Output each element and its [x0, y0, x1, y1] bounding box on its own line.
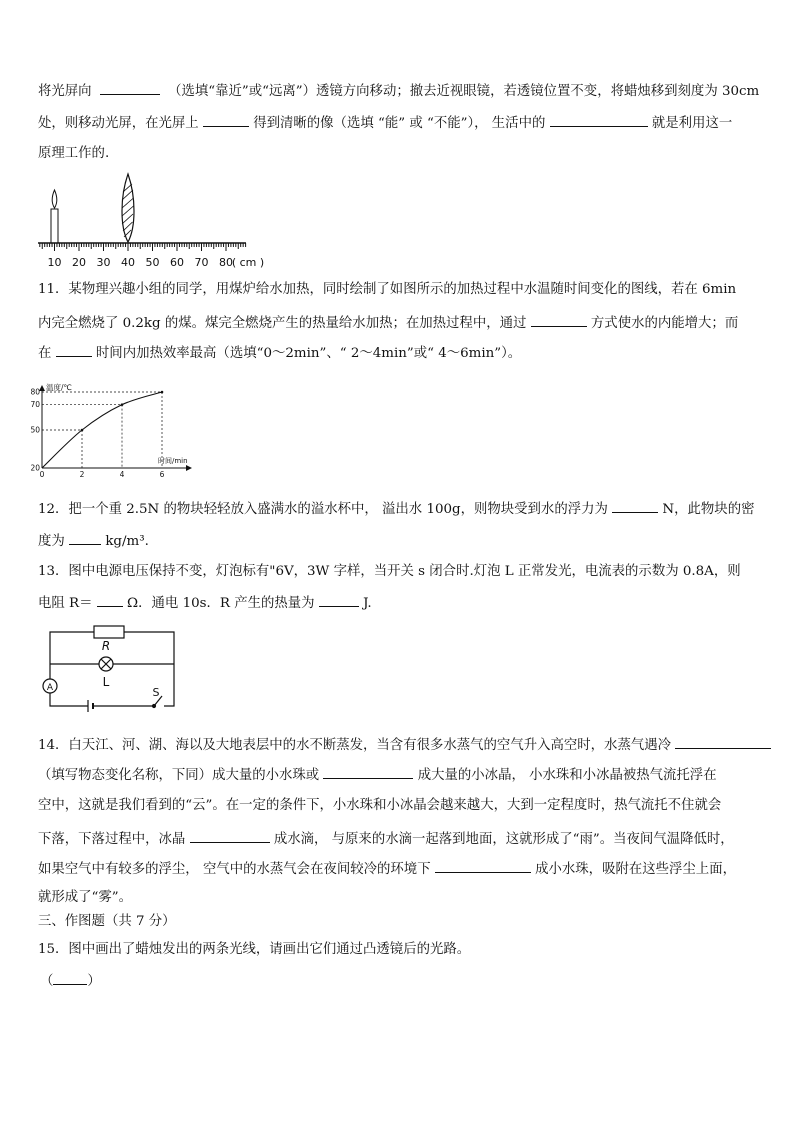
- chart-y-tick-label: 20: [30, 463, 40, 473]
- q10-text: （选填“靠近”或“远离”）透镜方向移动；撤去近视眼镜，若透镜位置不变，将蜡烛移到刻度为 30cm: [168, 84, 760, 99]
- wire: [50, 632, 94, 664]
- q12-line-1: [38, 498, 758, 520]
- chart-y-tick-label: 50: [30, 425, 40, 435]
- q11-blank-2[interactable]: [56, 342, 92, 357]
- chart-x-tick-label: 6: [159, 470, 165, 479]
- q13-blank-1[interactable]: [97, 592, 123, 607]
- q10-blank-1[interactable]: [100, 80, 160, 95]
- ruler-label-70: 70: [194, 256, 209, 269]
- q11-text: 11．某物理兴趣小组的同学，用煤炉给水加热，同时绘制了如图所示的加热过程中水温随时间变化的图线，若在 6min: [38, 282, 737, 297]
- ruler-label-50: 50: [145, 256, 160, 269]
- q14-blank-2[interactable]: [323, 764, 413, 779]
- resistor-icon: [94, 626, 124, 638]
- ruler-ticks: [40, 243, 246, 251]
- q10-blank-2[interactable]: [203, 112, 249, 127]
- chart-x-tick-label: 2: [79, 470, 85, 479]
- q14-text: 成小水珠，吸附在这些浮尘上面，: [535, 862, 736, 877]
- q10-text: 处，则移动光屏，在光屏上: [38, 116, 199, 131]
- q11-line-2: [38, 312, 758, 334]
- q14-text: 下落，下落过程中，冰晶: [38, 832, 186, 847]
- chart-y-label: 温度/℃: [46, 383, 72, 392]
- q10-line-2: [38, 112, 758, 134]
- lamp-label: L: [102, 675, 110, 689]
- q13-text: Ω．通电 10s．R 产生的热量为: [127, 596, 315, 611]
- paren-close: ）: [87, 974, 101, 989]
- chart-y-tick-label: 70: [30, 400, 40, 410]
- chart-x-tick-labels: [40, 470, 165, 479]
- q14-line-4: [38, 828, 758, 850]
- q14-line-3: [38, 796, 758, 816]
- chart-y-tick-labels: [30, 388, 40, 473]
- q14-blank-4[interactable]: [435, 858, 531, 873]
- candle-flame-icon: [52, 190, 57, 208]
- switch-label: S: [152, 686, 160, 699]
- chart-x-label: 时间/min: [158, 457, 188, 465]
- q11-text: 在: [38, 346, 52, 361]
- q14-text: 成水滴， 与原来的水滴一起落到地面，这就形成了“雨”。当夜间气温降低时，: [273, 832, 734, 847]
- q11-text: 时间内加热效率最高（选填“0～2min”、“ 2～4min”或“ 4～6min”）。: [95, 346, 522, 361]
- q14-line-5: [38, 858, 758, 880]
- q12-text: kg/m³.: [105, 534, 149, 549]
- chart-point: [81, 429, 84, 432]
- q14-text: 就形成了“雾”。: [38, 890, 133, 905]
- q10-blank-3[interactable]: [550, 112, 648, 127]
- q14-text: （填写物态变化名称，下同）成大量的小水珠或: [38, 768, 320, 783]
- q14-text: 14．白天江、河、湖、海以及大地表层中的水不断蒸发，当含有很多水蒸气的空气升入高空时，水蒸气遇冷: [38, 738, 672, 753]
- chart-point: [161, 391, 164, 394]
- optical-bench-figure: [36, 172, 276, 272]
- q12-text: 12．把一个重 2.5N 的物块轻轻放入盛满水的溢水杯中， 溢出水 100g，则物块受到水的浮力为: [38, 502, 608, 517]
- q12-line-2: [38, 530, 758, 552]
- q12-blank-2[interactable]: [69, 530, 101, 545]
- q10-line-1: [38, 80, 758, 102]
- q13-text: 13．图中电源电压保持不变，灯泡标有"6V，3W 字样，当开关 s 闭合时.灯泡 L 正常发光，电流表的示数为 0.8A，则: [38, 564, 741, 579]
- ruler-labels: [48, 256, 265, 269]
- q14-blank-1[interactable]: [675, 734, 771, 749]
- q11-text: 方式使水的内能增大；而: [590, 316, 739, 331]
- q14-text: 空中，这就是我们看到的“云”。在一定的条件下，小水珠和小冰晶会越来越大，大到一定程度时，热气流托不住就会: [38, 798, 722, 813]
- q11-blank-1[interactable]: [531, 312, 587, 327]
- q12-blank-1[interactable]: [612, 498, 658, 513]
- temperature-time-chart: [30, 380, 196, 480]
- q11-line-3: [38, 342, 758, 364]
- q13-blank-2[interactable]: [319, 592, 359, 607]
- q14-line-2: [38, 764, 758, 786]
- q14-text: 如果空气中有较多的浮尘， 空气中的水蒸气会在夜间较冷的环境下: [38, 862, 431, 877]
- paren-open: （: [40, 974, 54, 989]
- chart-y-tick-label: 80: [30, 387, 40, 397]
- candle-icon: [51, 209, 58, 243]
- chart-guides: [42, 392, 162, 468]
- q15-answer: [40, 970, 758, 992]
- ruler-label-30: 30: [96, 256, 111, 269]
- chart-point: [121, 403, 124, 406]
- q15-text: 15．图中画出了蜡烛发出的两条光线，请画出它们通过凸透镜后的光路。: [38, 942, 471, 957]
- ruler-unit: ( cm ): [231, 256, 265, 269]
- q10-text: 就是利用这一: [651, 116, 733, 131]
- q13-text: 电阻 R＝: [38, 596, 93, 611]
- q12-text: 度为: [38, 534, 65, 549]
- resistor-label: R: [101, 639, 111, 653]
- circuit-diagram: [36, 618, 186, 718]
- q14-line-1: [38, 734, 758, 756]
- q13-text: J.: [363, 596, 372, 611]
- section-title: 三、作图题（共 7 分）: [38, 914, 176, 929]
- q10-text: 得到清晰的像（选填 “能” 或 “不能”）， 生活中的: [253, 116, 546, 131]
- wire: [124, 632, 174, 664]
- ruler-label-20: 20: [72, 256, 86, 269]
- ammeter-label: A: [46, 683, 54, 693]
- chart-x-tick-label: 4: [119, 470, 125, 479]
- q13-line-2: [38, 592, 758, 614]
- q13-line-1: [38, 562, 758, 582]
- section-3-heading: [38, 912, 758, 932]
- q10-text: 将光屏向: [38, 84, 92, 99]
- q14-line-6: [38, 888, 758, 908]
- ruler-label-60: 60: [170, 256, 184, 269]
- q11-text: 内完全燃烧了 0.2kg 的煤。煤完全燃烧产生的热量给水加热；在加热过程中，通过: [38, 316, 527, 331]
- q10-text: 原理工作的.: [38, 146, 110, 161]
- q14-blank-3[interactable]: [190, 828, 270, 843]
- q15-answer-blank[interactable]: [53, 970, 87, 985]
- q14-text: 成大量的小冰晶， 小水珠和小冰晶被热气流托浮在: [417, 768, 717, 783]
- q15-line-1: [38, 940, 758, 960]
- q11-line-1: [38, 280, 758, 300]
- chart-x-tick-label: 0: [39, 470, 45, 479]
- ruler-label-80: 80: [219, 256, 233, 269]
- q12-text: N，此物块的密: [662, 502, 755, 517]
- convex-lens-icon: [122, 174, 134, 242]
- ruler-label-40: 40: [121, 256, 135, 269]
- ruler-label-10: 10: [47, 256, 62, 269]
- q10-line-3: [38, 144, 758, 164]
